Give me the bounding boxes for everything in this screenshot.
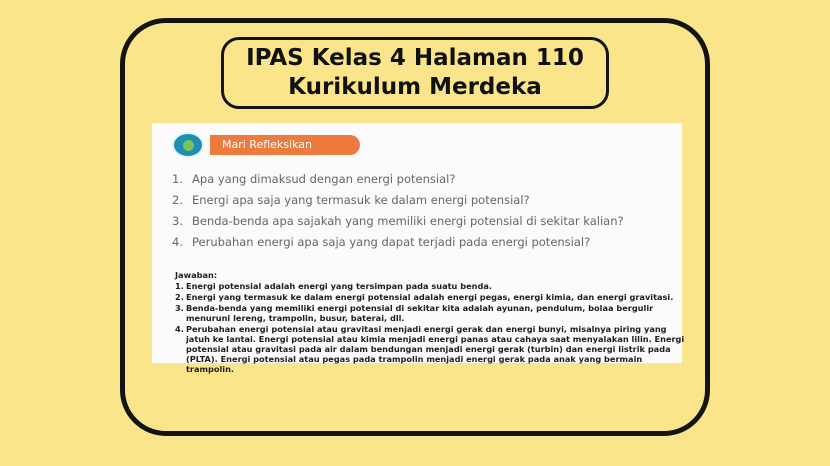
answer-item <box>175 292 687 302</box>
question-item <box>172 234 667 250</box>
answer-item <box>175 303 687 323</box>
answer-item <box>175 324 687 374</box>
title-line-1: IPAS Kelas 4 Halaman 110 <box>246 45 584 71</box>
question-number: 3. <box>172 214 183 228</box>
question-number: 1. <box>172 172 183 186</box>
answer-item <box>175 281 687 291</box>
title-line-2: Kurikulum Merdeka <box>288 74 542 100</box>
question-text: Energi apa saja yang termasuk ke dalam energi potensial? <box>192 193 530 207</box>
answer-number: 4. <box>175 324 184 334</box>
question-list <box>172 171 667 255</box>
answer-text: Benda-benda yang memiliki energi potensial di sekitar kita adalah ayunan, pendulum, bolaa bergulir menuruni lereng, trampolin, busur, baterai, dll. <box>186 303 654 323</box>
answer-text: Energi yang termasuk ke dalam energi potensial adalah energi pegas, energi kimia, dan energi gravitasi. <box>186 292 674 302</box>
answer-number: 1. <box>175 281 184 291</box>
answer-text: Energi potensial adalah energi yang tersimpan pada suatu benda. <box>186 281 492 291</box>
question-number: 2. <box>172 193 183 207</box>
answer-section <box>175 270 687 375</box>
question-item <box>172 192 667 208</box>
answer-text: Perubahan energi potensial atau gravitasi menjadi energi gerak dan energi bunyi, misalnya piring yang jatuh ke lantai. Energi potensial atau kimia menjadi energi panas atau cahaya saat menyalakan lilin. Energi potensial atau gravitasi pada air dalam bendungan menjadi energi gerak (turbin) dan energi listrik pada (PLTA). Energi potensial atau pegas pada trampolin menjadi energi gerak pada anak yang bermain trampolin. <box>186 324 685 374</box>
answer-number: 3. <box>175 303 184 313</box>
question-item <box>172 213 667 229</box>
answer-number: 2. <box>175 292 184 302</box>
question-text: Apa yang dimaksud dengan energi potensial? <box>192 172 456 186</box>
section-badge-label: Mari Refleksikan <box>210 135 360 155</box>
question-number: 4. <box>172 235 183 249</box>
question-item <box>172 171 667 187</box>
question-text: Benda-benda apa sajakah yang memiliki energi potensial di sekitar kalian? <box>192 214 624 228</box>
title-box <box>221 37 609 109</box>
globe-icon <box>172 132 204 158</box>
question-text: Perubahan energi apa saja yang dapat terjadi pada energi potensial? <box>192 235 591 249</box>
answer-label: Jawaban: <box>175 270 218 280</box>
